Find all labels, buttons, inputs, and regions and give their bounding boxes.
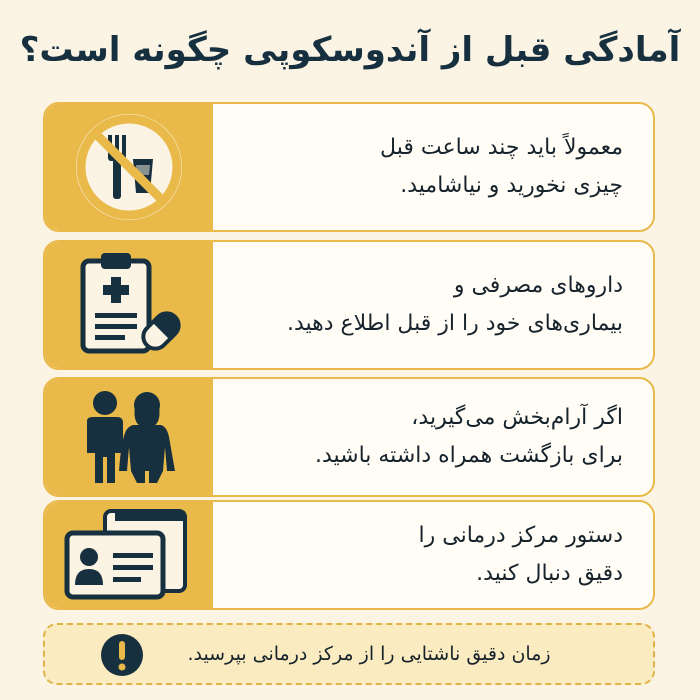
card-companion <box>43 377 655 497</box>
no-food-drink-icon <box>71 109 187 225</box>
card-line: چیزی نخورید و نیاشامید. <box>400 173 623 198</box>
card-text <box>231 379 623 495</box>
card-icon-panel <box>45 379 213 495</box>
companion-people-icon <box>69 387 189 487</box>
exclamation-icon <box>99 632 145 678</box>
card-icon-panel <box>45 104 213 230</box>
card-line: معمولاً باید چند ساعت قبل <box>380 135 623 160</box>
medical-clipboard-pill-icon <box>69 247 189 363</box>
card-line: داروهای مصرفی و <box>453 273 623 298</box>
card-instructions <box>43 500 655 610</box>
card-line: دستور مرکز درمانی را <box>418 523 623 548</box>
id-card-documents-icon <box>59 507 199 603</box>
footer-text: زمان دقیق ناشتایی را از مرکز درمانی بپرسید. <box>187 643 551 665</box>
card-line: اگر آرام‌بخش می‌گیرید، <box>411 405 623 430</box>
card-text <box>231 242 623 368</box>
page-title: آمادگی قبل از آندوسکوپی چگونه است؟ <box>19 30 681 70</box>
card-icon-panel <box>45 502 213 608</box>
card-fasting <box>43 102 655 232</box>
footer-note <box>43 623 655 685</box>
card-text <box>231 502 623 608</box>
card-line: بیماری‌های خود را از قبل اطلاع دهید. <box>286 311 623 336</box>
card-text <box>231 104 623 230</box>
card-line: دقیق دنبال کنید. <box>476 561 623 586</box>
card-medications <box>43 240 655 370</box>
card-line: برای بازگشت همراه داشته باشید. <box>314 443 623 468</box>
card-icon-panel <box>45 242 213 368</box>
